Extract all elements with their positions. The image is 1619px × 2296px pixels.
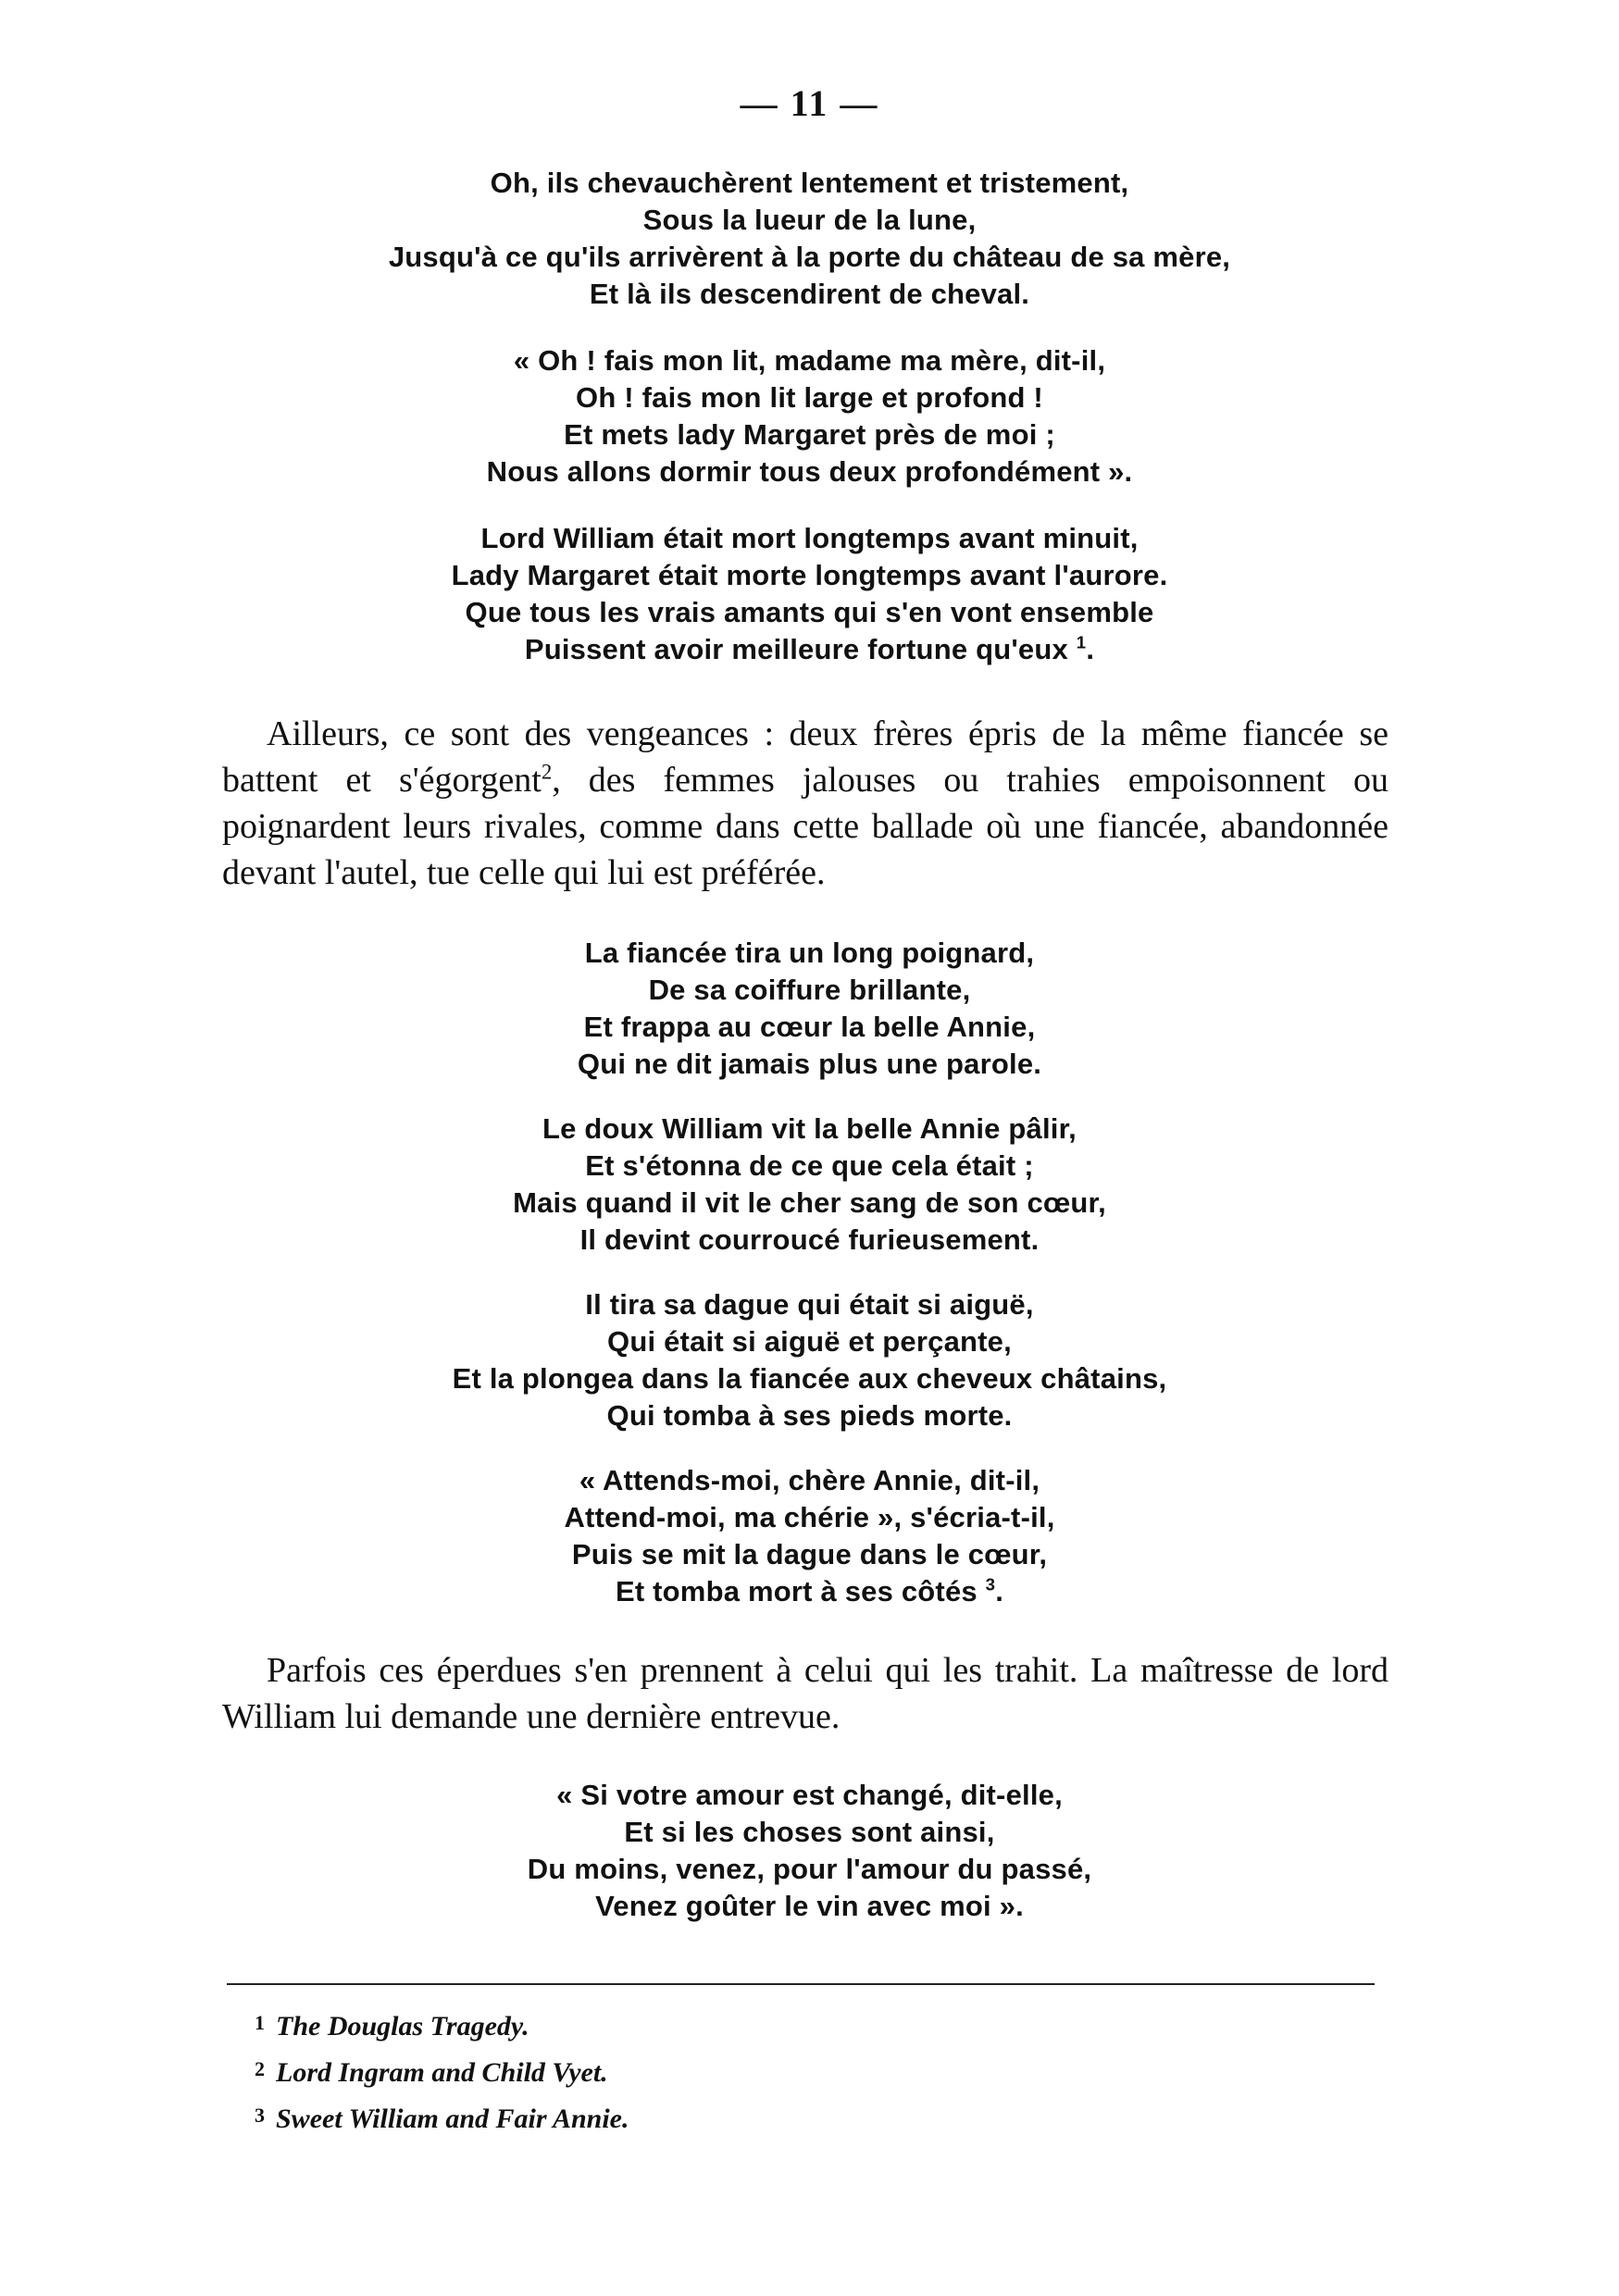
footnote-ref: 1 <box>1076 632 1087 652</box>
footnote-text: The Douglas Tragedy. <box>276 2011 529 2042</box>
footnote-ref: 3 <box>985 1574 996 1595</box>
paragraph <box>222 1647 1389 1740</box>
verse-line: Lord William était mort longtemps avant minuit, <box>480 522 1139 554</box>
verse-line: Puis se mit la dague dans le cœur, <box>571 1538 1048 1570</box>
verse-line: Attend-moi, ma chérie », s'écria-t-il, <box>564 1501 1055 1533</box>
verse-line: Mais quand il vit le cher sang de son cœur, <box>513 1186 1106 1219</box>
paragraph <box>222 711 1389 896</box>
footnote-text: Sweet William and Fair Annie. <box>276 2104 629 2134</box>
verse-line: Et frappa au cœur la belle Annie, <box>583 1011 1036 1043</box>
footnote-divider <box>227 1983 1375 1985</box>
punctuation: . <box>995 1575 1004 1607</box>
verse-line: Oh, ils chevauchèrent lentement et tristement, <box>490 167 1129 199</box>
stanza <box>0 1777 1619 1925</box>
stanza <box>0 1462 1619 1610</box>
verse-line: Jusqu'à ce qu'ils arrivèrent à la porte du château de sa mère, <box>388 241 1231 273</box>
stanza <box>0 1286 1619 1434</box>
paragraph-part: , des femmes jalouses ou trahies empoisonnent ou poignardent leurs rivales, comme dans cette ballade où une fiancée, abandonnée devant l'autel, tue celle qui lui est préférée. <box>222 761 1389 892</box>
paragraph-text: Parfois ces éperdues s'en prennent à celui qui les trahit. La maîtresse de lord William lui demande une dernière entrevue. <box>222 1651 1389 1736</box>
footnote <box>255 2048 1273 2094</box>
paragraph-text <box>222 711 1389 896</box>
verse-line: Venez goûter le vin avec moi ». <box>595 1890 1024 1922</box>
stanza <box>0 342 1619 490</box>
verse-line: « Si votre amour est changé, dit-elle, <box>556 1779 1063 1811</box>
verse-line: Du moins, venez, pour l'amour du passé, <box>527 1853 1092 1885</box>
verse-line: Nous allons dormir tous deux profondément ». <box>486 455 1133 488</box>
verse-line: Et là ils descendirent de cheval. <box>589 278 1030 310</box>
page-number: — 11 — <box>740 82 879 124</box>
stanza <box>0 935 1619 1083</box>
footnote-number: 3 <box>255 2104 265 2127</box>
footnote-ref: 2 <box>541 760 553 784</box>
verse-line: Et si les choses sont ainsi, <box>624 1816 995 1848</box>
verse-line <box>0 631 1619 668</box>
verse-text: Et tomba mort à ses côtés <box>615 1575 978 1607</box>
verse-line: Et s'étonna de ce que cela était ; <box>585 1149 1034 1182</box>
stanza <box>0 1111 1619 1259</box>
stanza <box>0 165 1619 313</box>
verse-line: Lady Margaret était morte longtemps avant l'aurore. <box>451 559 1168 591</box>
verse-line: Et la plongea dans la fiancée aux cheveux châtains, <box>452 1362 1167 1395</box>
stanza <box>0 520 1619 668</box>
footnote <box>255 2002 1273 2048</box>
verse-line: Le doux William vit la belle Annie pâlir, <box>542 1112 1077 1145</box>
verse-line: Que tous les vrais amants qui s'en vont ensemble <box>465 596 1154 628</box>
footnote-number: 1 <box>255 2011 265 2034</box>
paragraph-part: Ailleurs, ce sont des vengeances : deux frères épris de la même fiancée se battent et s'égorgent <box>222 714 1389 800</box>
verse-line: Sous la lueur de la lune, <box>642 204 977 236</box>
footnote-number: 2 <box>255 2057 265 2080</box>
footnotes <box>255 2002 1273 2141</box>
verse-line <box>0 1573 1619 1610</box>
verse-line: Qui était si aiguë et perçante, <box>607 1325 1012 1358</box>
footnote-text: Lord Ingram and Child Vyet. <box>276 2057 608 2088</box>
verse-line: Qui ne dit jamais plus une parole. <box>577 1048 1042 1080</box>
verse-line: « Oh ! fais mon lit, madame ma mère, dit-il, <box>513 344 1106 377</box>
verse-line: Il tira sa dague qui était si aiguë, <box>585 1288 1034 1321</box>
punctuation: . <box>1086 633 1095 665</box>
footnote <box>255 2094 1273 2141</box>
verse-line: Qui tomba à ses pieds morte. <box>606 1399 1013 1432</box>
verse-line: Il devint courroucé furieusement. <box>579 1223 1040 1256</box>
verse-line: De sa coiffure brillante, <box>648 974 971 1006</box>
verse-line: La fiancée tira un long poignard, <box>584 937 1035 969</box>
verse-text: Puissent avoir meilleure fortune qu'eux <box>524 633 1068 665</box>
verse-line: « Attends-moi, chère Annie, dit-il, <box>579 1464 1040 1496</box>
verse-line: Oh ! fais mon lit large et profond ! <box>576 381 1043 414</box>
verse-line: Et mets lady Margaret près de moi ; <box>564 418 1055 451</box>
